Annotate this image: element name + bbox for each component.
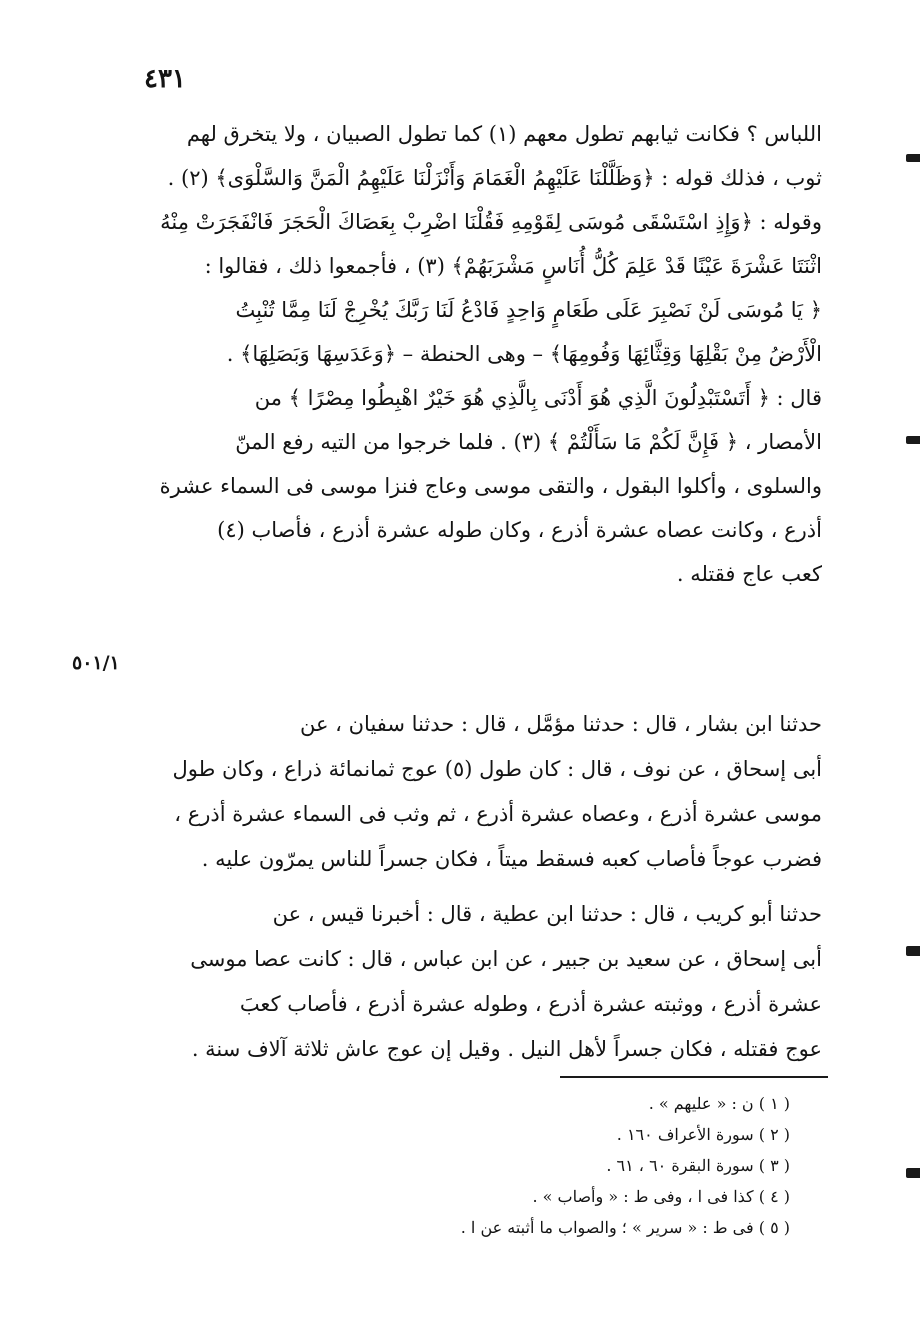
footnote: ( ٥ ) فى ط : « سرير » ؛ والصواب ما أثبته عن ا . [460, 1218, 790, 1237]
text-line: اثْنَتَا عَشْرَةَ عَيْنًا قَدْ عَلِمَ كُلُّ أُنَاسٍ مَشْرَبَهُمْ﴾ (٣) ، فأجمعوا ذلك ، فقالوا : [204, 254, 822, 278]
text-line: الْأَرْضُ مِنْ بَقْلِهَا وَقِثَّائِهَا وَفُومِهَا﴾ – وهى الحنطة – ﴿وَعَدَسِهَا وَبَصَلِهَا﴾ . [226, 342, 822, 366]
paragraph-3 [128, 892, 822, 1072]
footnote: ( ٢ ) سورة الأعراف ١٦٠ . [616, 1125, 790, 1144]
text-line: وقوله : ﴿وَإِذِ اسْتَسْقَى مُوسَى لِقَوْمِهِ فَقُلْنَا اضْرِبْ بِعَصَاكَ الْحَجَرَ فَانْفَجَرَتْ مِنْهُ [160, 210, 822, 234]
paragraph-2 [128, 702, 822, 882]
footnote: ( ٣ ) سورة البقرة ٦٠ ، ٦١ . [606, 1156, 790, 1175]
scan-edge-mark [906, 154, 920, 162]
text-line: والسلوى ، وأكلوا البقول ، والتقى موسى وعاج فنزا موسى فى السماء عشرة [159, 474, 822, 498]
text-line: ثوب ، فذلك قوله : ﴿وَظَلَّلْنَا عَلَيْهِمُ الْغَمَامَ وَأَنْزَلْنَا عَلَيْهِمُ الْمَنَّ وَالسَّلْوَى﴾ (٢) . [167, 166, 822, 190]
footnotes [300, 1088, 790, 1243]
text-line: عشرة أذرع ، ووثبته عشرة أذرع ، وطوله عشرة أذرع ، فأصاب كعبَ [239, 992, 822, 1016]
text-line: فضرب عوجاً فأصاب كعبه فسقط ميتاً ، فكان جسراً للناس يمرّون عليه . [201, 847, 822, 871]
text-line: كعب عاج فقتله . [676, 562, 822, 586]
text-line: الأمصار ، ﴿ فَإِنَّ لَكُمْ مَا سَأَلْتُمْ ﴾ (٣) . فلما خرجوا من التيه رفع المنّ [235, 430, 822, 454]
text-line: أبى إسحاق ، عن نوف ، قال : كان طول (٥) عوج ثمانمائة ذراع ، وكان طول [172, 757, 822, 781]
margin-reference: ٥٠١/١ [72, 652, 120, 674]
text-line: موسى عشرة أذرع ، وعصاه عشرة أذرع ، ثم وثب فى السماء عشرة أذرع ، [174, 802, 822, 826]
scan-edge-mark [906, 1168, 920, 1178]
text-line: أذرع ، وكانت عصاه عشرة أذرع ، وكان طوله عشرة أذرع ، فأصاب (٤) [217, 518, 822, 542]
footnote: ( ١ ) ن : « عليهم » . [648, 1094, 790, 1113]
text-line: قال : ﴿ أَتَسْتَبْدِلُونَ الَّذِي هُوَ أَدْنَى بِالَّذِي هُوَ خَيْرٌ اهْبِطُوا مِصْرًا ﴾ من [254, 386, 822, 410]
text-line: حدثنا ابن بشار ، قال : حدثنا مؤمَّل ، قال : حدثنا سفيان ، عن [299, 712, 822, 736]
paragraph-1 [128, 112, 822, 596]
page-number: ٤٣١ [144, 64, 186, 94]
text-line: حدثنا أبو كريب ، قال : حدثنا ابن عطية ، قال : أخبرنا قيس ، عن [272, 902, 822, 926]
text-line: أبى إسحاق ، عن سعيد بن جبير ، عن ابن عباس ، قال : كانت عصا موسى [190, 947, 822, 971]
text-line: عوج فقتله ، فكان جسراً لأهل النيل . وقيل إن عوج عاش ثلاثة آلاف سنة . [191, 1037, 822, 1061]
footnote-divider [560, 1076, 828, 1078]
scan-edge-mark [906, 946, 920, 956]
text-line: اللباس ؟ فكانت ثيابهم تطول معهم (١) كما تطول الصبيان ، ولا يتخرق لهم [186, 122, 822, 146]
text-line: ﴿ يَا مُوسَى لَنْ نَصْبِرَ عَلَى طَعَامٍ وَاحِدٍ فَادْعُ لَنَا رَبَّكَ يُخْرِجْ لَنَا مِمَّا تُنْبِتُ [235, 298, 822, 322]
footnote: ( ٤ ) كذا فى ا ، وفى ط : « وأصاب » . [532, 1187, 790, 1206]
scan-edge-mark [906, 436, 920, 444]
